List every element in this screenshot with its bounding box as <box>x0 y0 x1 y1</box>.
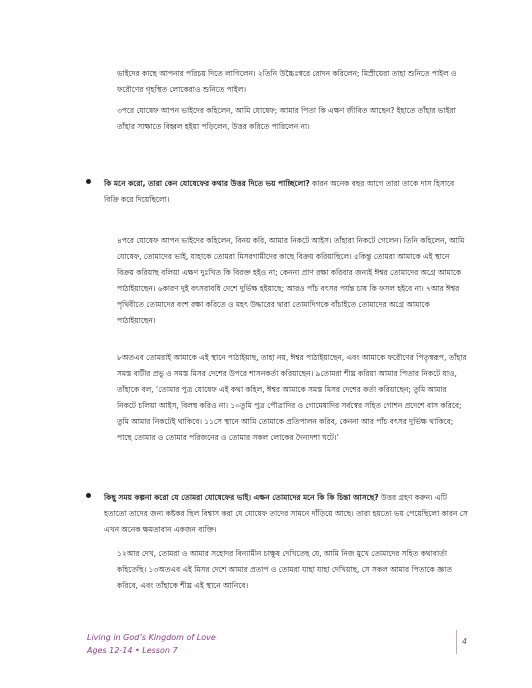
footer-lesson: Ages 12-14 • Lesson 7 <box>87 646 178 655</box>
footer-title: Living in God’s Kingdom of Love <box>87 633 216 642</box>
paragraph-genesis-45-8-11: ৮অতএব তোমরাই আমাকে এই স্থানে পাঠাইয়াছ, তাহা নয়, ঈশ্বর পাঠাইয়াছেন, এবং আমাকে ফরৌণের পিতৃস্বরূপ, তাঁহার সমস্ত বাটীর প্রভু ও সমস্ত মিসর দেশের উপরে শাসনকর্তা করিয়াছেন। ৯তোমরা শীঘ্র করিয়া আমার পিতার নিকটে যাও, তাঁহাকে বল, ‘তোমার পুত্র যোষেফ এই কথা কহিল, ঈশ্বর আমাকে সমস্ত মিসর দেশের কর্তা করিয়াছেন; তুমি আমার নিকটে চলিয়া আইস, বিলম্ব করিও না। ১০তুমি পুত্র পৌত্রাদির ও গোমেষাদির সর্বস্বের সহিত গোশন প্রদেশে বাস করিবে; তুমি আমার নিকটেই থাকিবে। ১১সে স্থানে আমি তোমাকে প্রতিপালন করিব, কেননা আর পাঁচ বৎসর দুর্ভিক্ষ থাকিবে; পাছে তোমার ও তোমার পরিজনের ও তোমার সকল লোকের দৈন্যদশা ঘটে।’ <box>117 353 467 442</box>
question-answer: কারন অনেক বছর আগে তারা তাকে দাস হিসাবে বিক্রি করে দিয়েছিলো। <box>104 179 455 204</box>
footer-course-title <box>87 631 216 657</box>
bullet-icon <box>86 493 91 498</box>
paragraph-genesis-45-2: ভাইদের কাছে আপনার পরিচয় দিতে লাগিলেন। ২তিনি উচ্চৈঃস্বরে রোদন করিলেন; মিস্রীয়েরা তাহা শুনিতে পাইল ও ফরৌণের গৃহস্থিত লোকেরাও শুনিতে পাইল। <box>117 69 457 94</box>
page-number: 4 <box>462 637 468 646</box>
paragraph-genesis-45-4-7: ৪পরে যোষেফ আপন ভাইদের কহিলেন, বিনয় করি, আমার নিকটে আইস। তাঁহারা নিকটে গেলেন। তিনি কহিলেন, আমি যোষেফ, তোমাদের ভাই, যাহাকে তোমরা মিসরগামীদের কাছে বিক্রয় করিয়াছিলে। ৫কিন্তু তোমরা আমাকে এই স্থানে বিক্রয় করিয়াছ বলিয়া এক্ষণ দুঃখিত কি বিরক্ত হইও না; কেননা প্রাণ রক্ষা করিবার জন্যই ঈশ্বর তোমাদের অগ্রে আমাকে পাঠাইয়াছেন। ৬কারণ দুই বৎসরাবধি দেশে দুর্ভিক্ষ হইয়াছে; আরও পাঁচ বৎসর পর্যন্ত চাষ কি ফসল হইবে না। ৭আর ঈশ্বর পৃথিবীতে তোমাদের বংশ রক্ষা করিতে ও মহৎ উদ্ধারের দ্বারা তোমাদিগকে বাঁচাইতে তোমাদের অগ্রে আমাকে পাঠাইয়াছেন। <box>117 236 465 325</box>
paragraph-genesis-45-3: ৩পরে যোষেফ আপন ভাইদের কহিলেন, আমি যোষেফ; আমার পিতা কি এক্ষণ জীবিত আছেন? ইহাতে তাঁহার ভাইরা তাঁহার সাক্ষাতে বিহ্বল হইয়া পড়িলেন, উত্তর করিতে পারিলেন না। <box>117 106 456 131</box>
question-prompt: কি মনে করো, তারা কেন যোষেফের কথার উত্তর দিতে ভয় পাচ্ছিলো? <box>104 179 310 188</box>
question-answer: উত্তর গ্রহণ করুন। এটি হতাতো তাদের জন্য কষ্টকর ছিল বিশ্বাস করা যে যোষেফ তাদের সামনে দাঁড়িয়ে আছে। তারা হয়তো ভয় পেয়েছিলো কারন সে এখন অনেক ক্ষমতাবান একজন ব্যক্তি। <box>104 493 468 534</box>
paragraph-genesis-45-12-13: ১২আর দেখ, তোমরা ও আমার সহোদর বিন্যামীন চাক্ষুষ দেখিতেছ যে, আমি নিজ মুখে তোমাদের সহিত কথাবার্তা কহিতেছি। ১৩অতএব এই মিসর দেশে আমার প্রতাপ ও তোমরা যাহা যাহা দেখিয়াছ, সে সকল আমার পিতাকে জ্ঞাত করিবে, এবং তাঁহাকে শীঘ্র এই স্থানে আনিবে। <box>117 549 452 590</box>
question-prompt: কিছু সময় কল্পনা করো যে তোমরা যোষেফের ভাই। এক্ষন তোমাদের মনে কি কি চিন্তা আসছে? <box>104 493 379 502</box>
question-text <box>104 490 470 538</box>
bullet-icon <box>86 179 91 184</box>
footer-divider <box>456 630 457 654</box>
question-text <box>104 176 470 208</box>
